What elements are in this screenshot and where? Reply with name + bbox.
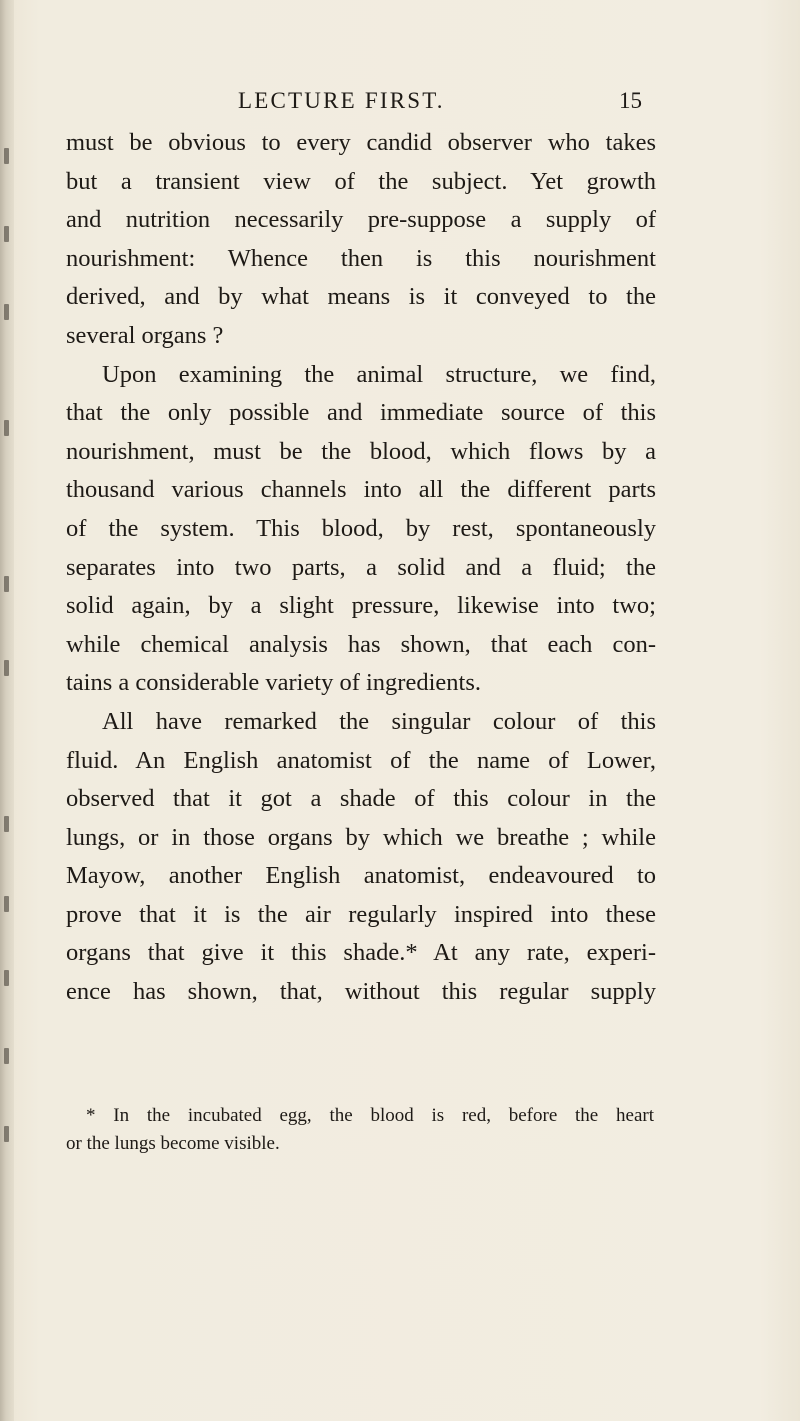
text-line: All have remarked the singular colour of this xyxy=(102,707,656,735)
gutter-mark xyxy=(4,420,9,436)
binding-gutter xyxy=(0,0,14,1421)
text-line: must be obvious to every candid observer who takes xyxy=(66,129,656,156)
text-line: several organs ? xyxy=(66,321,224,349)
text-line: and nutrition necessarily pre-suppose a supply of xyxy=(66,206,656,234)
gutter-mark xyxy=(4,970,9,986)
footnote-line: * In the incubated egg, the blood is red, before the heart xyxy=(86,1105,654,1126)
gutter-mark xyxy=(4,1126,9,1142)
page-number: 15 xyxy=(619,88,642,113)
text-line: nourishment, must be the blood, which flows by a xyxy=(66,437,656,465)
text-line: observed that it got a shade of this colour in the xyxy=(66,785,656,813)
gutter-mark xyxy=(4,1048,9,1064)
gutter-mark xyxy=(4,660,9,676)
gutter-mark xyxy=(4,576,9,592)
gutter-mark xyxy=(4,148,9,164)
text-line: fluid. An English anatomist of the name of Lower, xyxy=(66,746,656,774)
text-line: solid again, by a slight pressure, likewise into two; xyxy=(66,592,656,620)
text-line: that the only possible and immediate source of this xyxy=(66,399,656,427)
text-line: of the system. This blood, by rest, spontaneously xyxy=(66,514,656,542)
text-line: lungs, or in those organs by which we breathe ; while xyxy=(66,823,656,851)
text-line: separates into two parts, a solid and a fluid; the xyxy=(66,553,656,581)
text-line: Upon examining the animal structure, we find, xyxy=(102,360,656,388)
text-line: tains a considerable variety of ingredients. xyxy=(66,669,481,697)
page-header xyxy=(0,88,800,118)
text-line: nourishment: Whence then is this nourishment xyxy=(66,244,656,272)
gutter-mark xyxy=(4,896,9,912)
text-line: Mayow, another English anatomist, endeavoured to xyxy=(66,862,656,890)
footnote-line: or the lungs become visible. xyxy=(66,1133,280,1154)
text-line: prove that it is the air regularly inspired into these xyxy=(66,900,656,928)
footnote xyxy=(66,1102,654,1158)
text-line: organs that give it this shade.* At any rate, experi- xyxy=(66,939,656,967)
text-line: but a transient view of the subject. Yet growth xyxy=(66,167,656,195)
text-line: thousand various channels into all the different parts xyxy=(66,476,656,504)
text-line: ence has shown, that, without this regular supply xyxy=(66,978,656,1006)
text-line: while chemical analysis has shown, that each con- xyxy=(66,630,656,658)
gutter-mark xyxy=(4,816,9,832)
gutter-mark xyxy=(4,226,9,242)
running-head: LECTURE FIRST. xyxy=(238,88,445,113)
body-text xyxy=(66,124,656,1012)
gutter-mark xyxy=(4,304,9,320)
text-line: derived, and by what means is it conveyed to the xyxy=(66,283,656,311)
